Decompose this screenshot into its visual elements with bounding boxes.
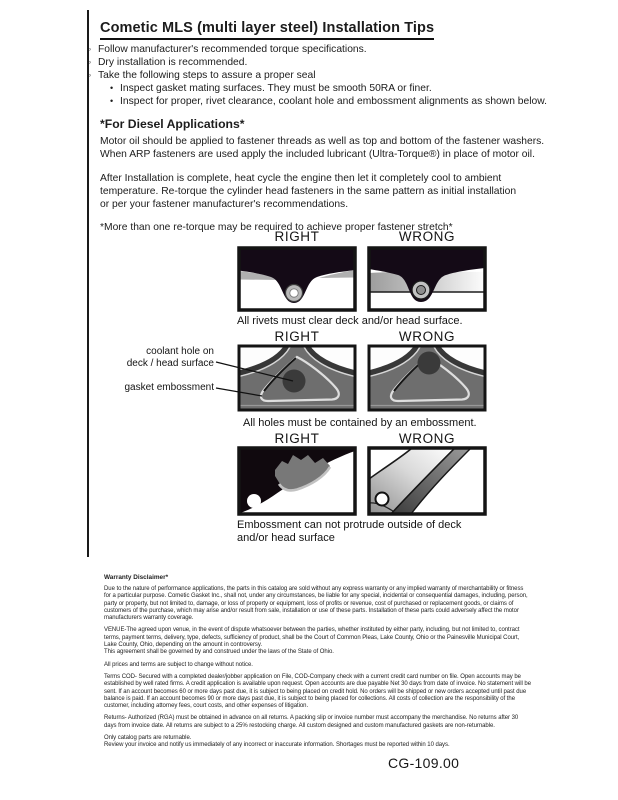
diagram-coolant-wrong: [367, 344, 487, 412]
legal-paragraph-governed: This agreement shall be governed by and construed under the laws of the State of Ohio.: [104, 649, 334, 656]
coolant-hole-label: coolant hole on deck / head surface: [126, 346, 214, 369]
open-bullet-icon: ◦: [88, 57, 92, 67]
diesel-applications-heading: *For Diesel Applications*: [100, 117, 245, 131]
open-bullet-icon: ◦: [88, 70, 92, 80]
wrong-label-row2: WRONG: [398, 329, 456, 344]
filled-bullet-icon: •: [110, 83, 114, 93]
bolt-hole: [376, 493, 389, 506]
coolant-hole: [418, 352, 441, 375]
legal-paragraph-venue: VENUE-The agreed upon venue, in the event of dispute whatsoever between the parties, whether instituted by either party, including, but not limited to, contract terms, payment terms, delivery, type, defects, sufficiency of product, shall be the Court of Common Pleas, Lake County, Ohio or the Painesville Municipal Court, Lake County, Ohio, depending on the amount in controversy.: [104, 627, 520, 649]
legal-section: [104, 574, 531, 755]
paragraph-line: Motor oil should be applied to fastener threads as well as top and bottom of the fastener washers.: [100, 136, 545, 147]
right-label-row1: RIGHT: [274, 229, 320, 244]
paragraph-line: temperature. Re-torque the cylinder head fasteners in the same pattern as initial installation: [100, 186, 517, 197]
wrong-label-row1: WRONG: [398, 229, 456, 244]
list-item: [88, 43, 547, 56]
filled-bullet-icon: •: [110, 96, 114, 106]
list-item-text: Take the following steps to assure a proper seal: [98, 70, 316, 81]
legal-paragraph-prices: All prices and terms are subject to change without notice.: [104, 661, 253, 668]
list-item-text: Inspect for proper, rivet clearance, coolant hole and embossment alignments as shown below.: [120, 96, 547, 107]
heat-cycle-paragraph: [100, 172, 516, 211]
list-item: [88, 69, 547, 82]
legal-paragraph-returns: Returns- Authorized (RGA) must be obtained in advance on all returns. A packing slip or invoice number must accompany the merchandise. No returns after 30 days from invoice date. All returns are subject to a 25% restocking charge. All custom designed and custom manufactured gaskets are non-returnable.: [104, 715, 519, 729]
leader-lines: [90, 344, 380, 414]
page-title: Cometic MLS (multi layer steel) Installation Tips: [100, 20, 434, 40]
retorque-note: *More than one re-torque may be required to achieve proper fastener stretch*: [100, 222, 453, 233]
right-label-row3: RIGHT: [274, 431, 320, 446]
paragraph-line: or per your fastener manufacturer's recommendations.: [100, 199, 349, 210]
diagram-rivet-wrong: [367, 246, 487, 312]
row3-caption: Embossment can not protrude outside of deck and/or head surface: [237, 519, 462, 544]
right-label-row2: RIGHT: [274, 329, 320, 344]
row1-caption: All rivets must clear deck and/or head surface.: [237, 315, 463, 327]
row2-caption: All holes must be contained by an embossment.: [243, 417, 477, 429]
legal-paragraph-catalog: Only catalog parts are returnable.: [104, 735, 192, 742]
list-item-text: Follow manufacturer's recommended torque specifications.: [98, 44, 367, 55]
paragraph-line: When ARP fasteners are used apply the included lubricant (Ultra-Torque®) in place of motor oil.: [100, 149, 535, 160]
page-code: CG-109.00: [388, 755, 460, 771]
installation-tips-list: [88, 43, 547, 108]
bolt-hole: [247, 494, 261, 508]
diagram-rivet-right: [237, 246, 357, 312]
diagram-protrusion-right: [237, 446, 357, 516]
motor-oil-paragraph: [100, 135, 544, 161]
legal-paragraph-review: Review your invoice and notify us immediately of any incorrect or inaccurate information. Shortages must be reported within 10 days.: [104, 742, 450, 749]
list-sub-item: [88, 82, 547, 95]
legal-paragraph-warranty: Due to the nature of performance applications, the parts in this catalog are sold without any express warranty or any implied warranty of merchantability or fitness for a particular purpose. Cometic Gasket Inc., shall not, under any circumstances, be liable for any special, incidental or consequential damages, including, person, party or property, but not limited to, damage, or loss of property or equipment, loss of profits or revenue, cost of purchased or replacement goods, or claims of customers of the purchase, which may arise and/or result from sale, installation or use of these parts. Installation of these parts could adversely affect the motor manufacturers warranty coverage.: [104, 586, 528, 622]
list-sub-item: [88, 95, 547, 108]
list-item: [88, 56, 547, 69]
paragraph-line: After Installation is complete, heat cycle the engine then let it completely cool to ambient: [100, 173, 502, 184]
list-item-text: Dry installation is recommended.: [98, 57, 248, 68]
open-bullet-icon: ◦: [88, 44, 92, 54]
legal-paragraph-terms: Terms COD- Secured with a completed dealer/jobber application on File, COD-Company check with a current credit card number on file. Open accounts may be established by well rated firms. A credit application is available upon request. Open accounts are due payable Net 30 days from date of invoice. No statement will be sent. If an account becomes 60 or more days past due, it is subject to being placed on credit hold. No orders will be shipped or new orders accepted until past due balance is paid. If an account becomes 90 or more days past due, it is subject to being placed for collections. All costs of collection are the responsibility of the customer, including attorney fees, court costs, and other expenses of litigation.: [104, 673, 531, 710]
wrong-label-row3: WRONG: [398, 431, 456, 446]
warranty-disclaimer-heading: Warranty Disclaimer*: [104, 574, 169, 581]
list-item-text: Inspect gasket mating surfaces. They must be smooth 50RA or finer.: [120, 83, 432, 94]
diagram-protrusion-wrong: [367, 446, 487, 516]
embossment-label: gasket embossment: [124, 382, 214, 393]
